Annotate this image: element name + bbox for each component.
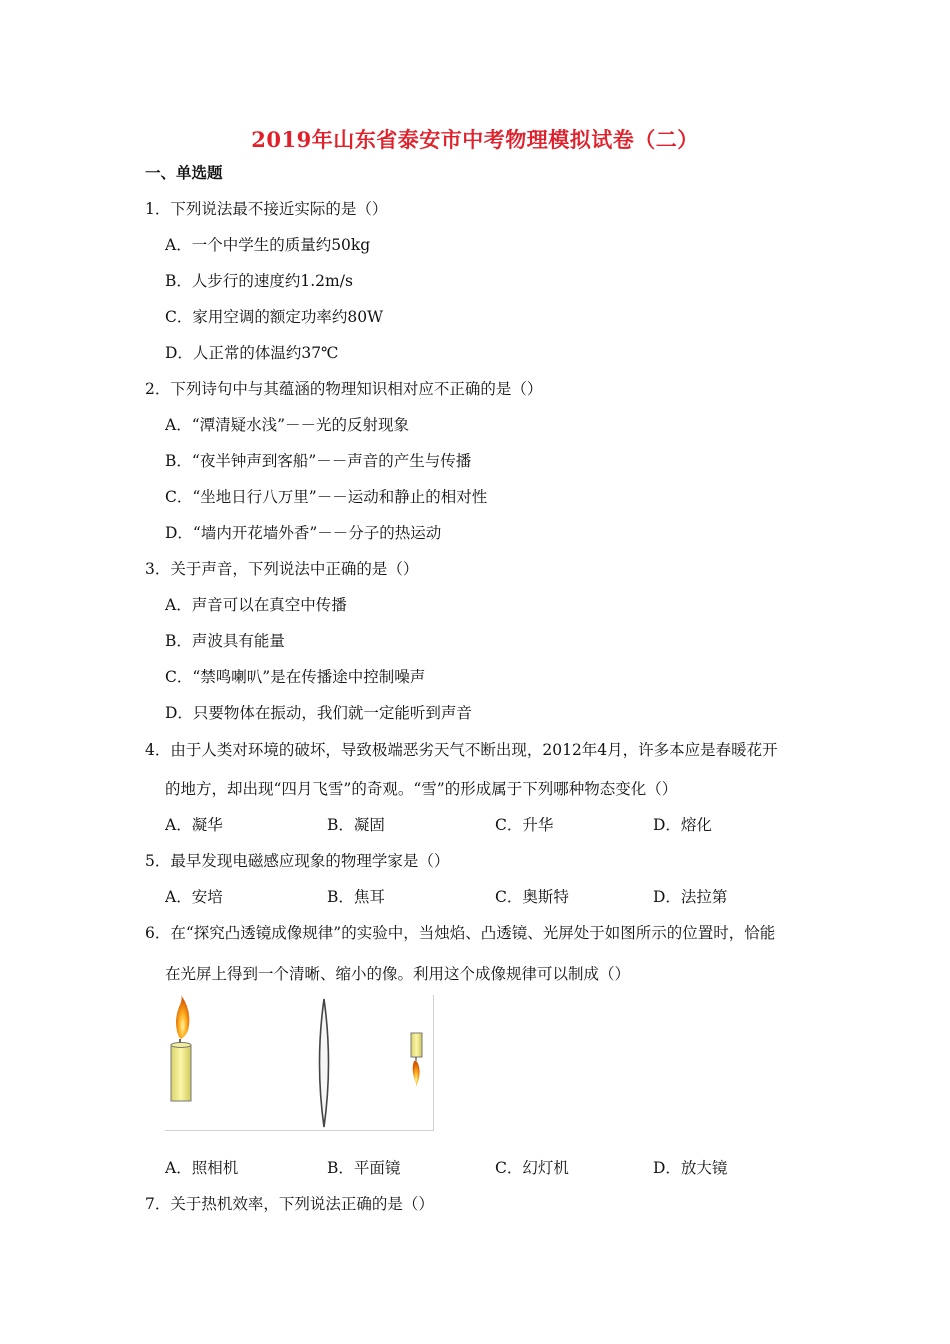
question-2-option-a: A．“潭清疑水浅”－－光的反射现象 xyxy=(165,416,410,434)
question-1-stem: 1．下列说法最不接近实际的是（） xyxy=(145,200,388,218)
question-5-option-c: C．奥斯特 xyxy=(495,888,569,906)
candle-icon xyxy=(171,995,191,1101)
question-2-option-b: B．“夜半钟声到客船”－－声音的产生与传播 xyxy=(165,452,472,470)
question-6-stem-line-2: 在光屏上得到一个清晰、缩小的像。利用这个成像规律可以制成（） xyxy=(165,965,631,983)
question-1-option-d: D．人正常的体温约37℃ xyxy=(165,344,339,362)
question-2-option-d: D．“墙内开花墙外香”－－分子的热运动 xyxy=(165,524,442,542)
question-1-option-b: B．人步行的速度约1.2m/s xyxy=(165,272,353,290)
convex-lens-icon xyxy=(320,999,329,1127)
question-6-option-c: C．幻灯机 xyxy=(495,1159,569,1177)
question-4-stem-line-1: 4．由于人类对环境的破坏，导致极端恶劣天气不断出现，2012年4月，许多本应是春暖花开 xyxy=(145,741,778,759)
question-5-stem: 5．最早发现电磁感应现象的物理学家是（） xyxy=(145,852,450,870)
lens-experiment-diagram xyxy=(165,995,433,1130)
question-1-option-a: A．一个中学生的质量约50kg xyxy=(165,236,371,254)
question-5-option-a: A．安培 xyxy=(165,888,223,906)
question-2-stem: 2．下列诗句中与其蕴涵的物理知识相对应不正确的是（） xyxy=(145,380,543,398)
question-6-option-b: B．平面镜 xyxy=(327,1159,401,1177)
question-3-option-b: B．声波具有能量 xyxy=(165,632,285,650)
question-7-stem: 7．关于热机效率，下列说法正确的是（） xyxy=(145,1195,434,1213)
question-3-option-c: C．“禁鸣喇叭”是在传播途中控制噪声 xyxy=(165,668,426,686)
question-1-option-c: C．家用空调的额定功率约80W xyxy=(165,308,384,326)
question-5-option-b: B．焦耳 xyxy=(327,888,385,906)
lens-experiment-figure xyxy=(165,995,434,1131)
inverted-image-icon xyxy=(411,1033,422,1087)
question-6-option-a: A．照相机 xyxy=(165,1159,239,1177)
question-6-stem-line-1: 6．在“探究凸透镜成像规律”的实验中，当烛焰、凸透镜、光屏处于如图所示的位置时，恰能 xyxy=(145,924,776,942)
section-heading: 一、单选题 xyxy=(145,163,223,182)
question-4-option-d: D．熔化 xyxy=(653,816,712,834)
question-2-option-c: C．“坐地日行八万里”－－运动和静止的相对性 xyxy=(165,488,488,506)
question-3-option-a: A．声音可以在真空中传播 xyxy=(165,596,347,614)
question-5-option-d: D．法拉第 xyxy=(653,888,728,906)
question-6-option-d: D．放大镜 xyxy=(653,1159,728,1177)
question-4-stem-line-2: 的地方，却出现“四月飞雪”的奇观。“雪”的形成属于下列哪种物态变化（） xyxy=(165,780,678,798)
question-3-option-d: D．只要物体在振动，我们就一定能听到声音 xyxy=(165,704,472,722)
question-4-option-b: B．凝固 xyxy=(327,816,385,834)
page-title: 2019年山东省泰安市中考物理模拟试卷（二） xyxy=(251,127,699,152)
question-3-stem: 3．关于声音，下列说法中正确的是（） xyxy=(145,560,419,578)
question-4-option-c: C．升华 xyxy=(495,816,554,834)
question-4-option-a: A．凝华 xyxy=(165,816,223,834)
